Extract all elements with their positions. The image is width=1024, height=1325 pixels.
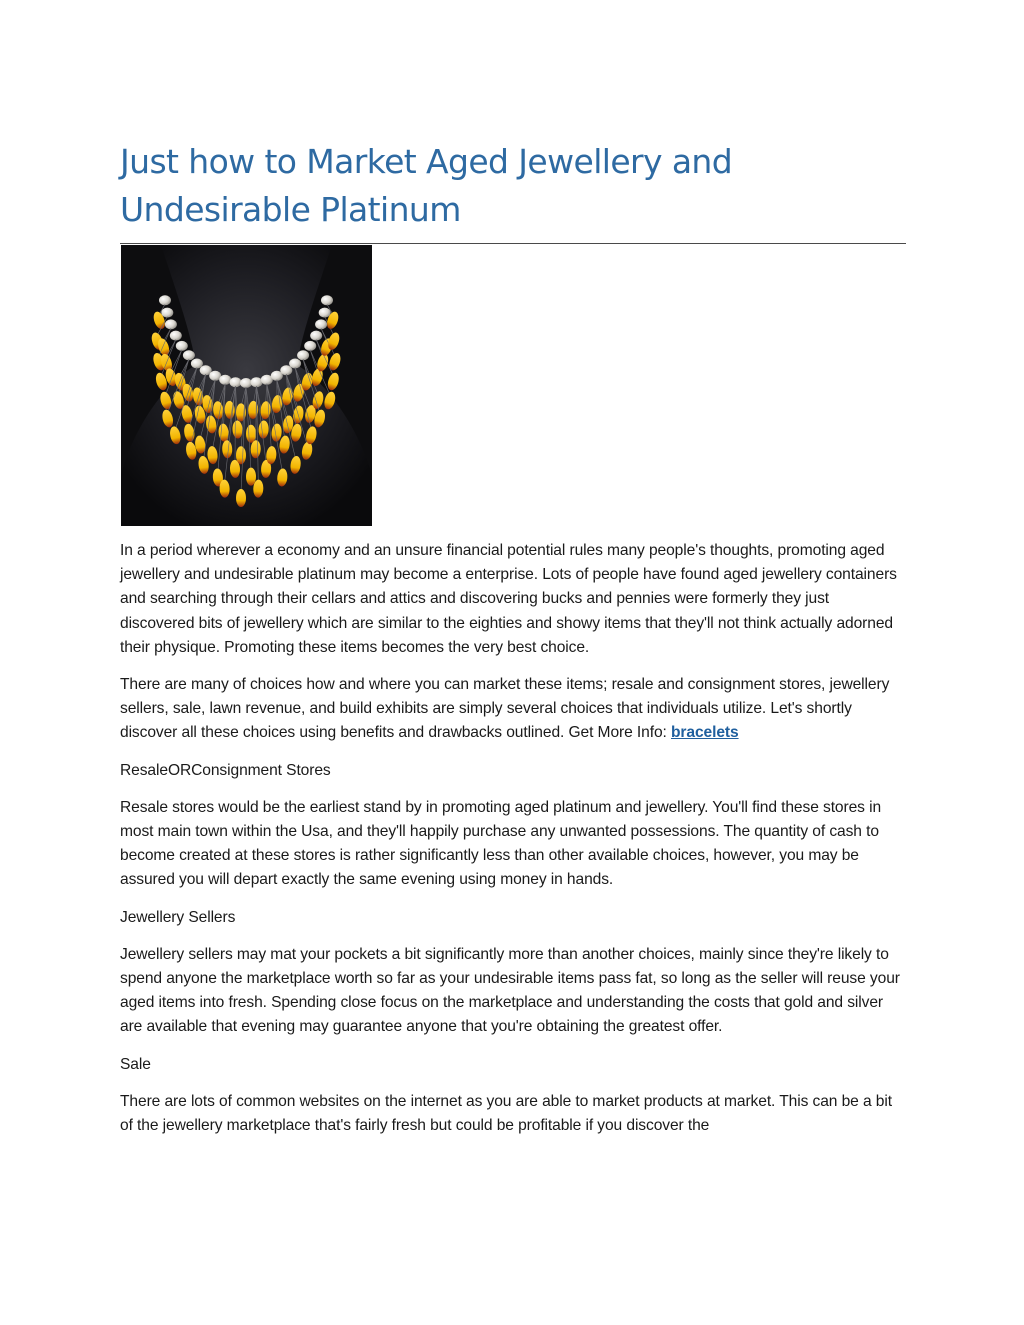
- section-heading-resale: ResaleORConsignment Stores: [120, 761, 331, 779]
- paragraph-sellers: Jewellery sellers may mat your pockets a bit significantly more than another choices, mainly since they're likely to spend anyone the marketplace worth so far as your undesirable items pass fat, so long as the seller will reuse your aged items into fresh. Spending close focus on the marketplace and understanding the costs that gold and silver are available that evening may guarantee anyone that you're obtaining the greatest offer.: [120, 945, 900, 1036]
- section-heading-sale: Sale: [120, 1055, 151, 1073]
- paragraph-choices-text: There are many of choices how and where you can market these items; resale and consignment stores, jewellery sellers, sale, lawn revenue, and build exhibits are simply several choices that individuals utilize. Let's shortly discover all these choices using benefits and drawbacks outlined. Get More Info:: [120, 676, 890, 742]
- section-heading-sellers: Jewellery Sellers: [120, 908, 236, 926]
- necklace-photo: [121, 245, 372, 526]
- document-title: Just how to Market Aged Jewellery and Undesirable Platinum: [120, 138, 906, 244]
- bracelets-link[interactable]: bracelets: [670, 724, 739, 742]
- paragraph-choices: [120, 673, 902, 746]
- paragraph-intro: In a period wherever a economy and an unsure financial potential rules many people's thoughts, promoting aged jewellery and undesirable platinum may become a enterprise. Lots of people have found aged jewellery containers and searching through their cellars and attics and discovering bucks and pennies were formerly they just discovered bits of jewellery which are similar to the eighties and showy items that they'll not think actually adorned their physique. Promoting these items becomes the very best choice.: [120, 542, 897, 656]
- paragraph-sale: There are lots of common websites on the internet as you are able to market products at market. This can be a bit of the jewellery marketplace that's fairly fresh but could be profitable if you discover the: [120, 1092, 892, 1135]
- paragraph-resale: Resale stores would be the earliest stand by in promoting aged platinum and jewellery. You'll find these stores in most main town within the Usa, and they'll happily purchase any unwanted possessions. The quantity of cash to become created at these stores is rather significantly less than other available choices, however, you may be assured you will depart exactly the same evening using money in hands.: [120, 798, 882, 889]
- document-page: [120, 138, 906, 1151]
- article-body: [120, 539, 906, 1138]
